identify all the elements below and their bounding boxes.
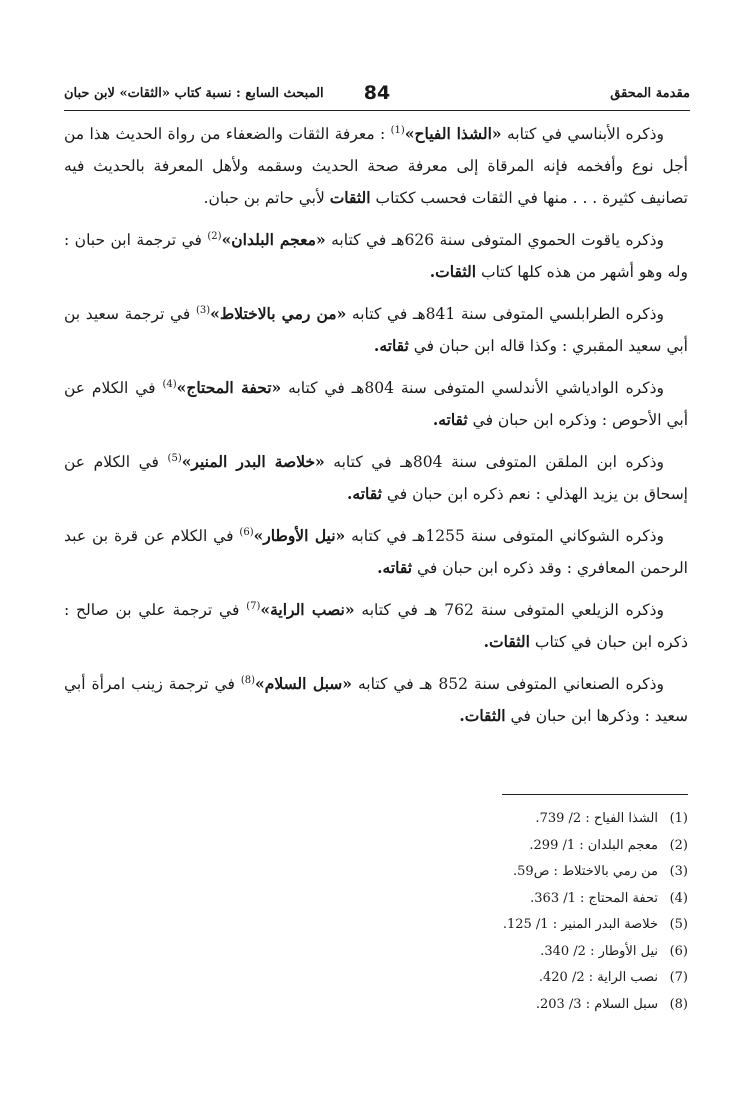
footnote-text: من رمي بالاختلاط : ص59. bbox=[513, 864, 658, 879]
footnote-ref: (5) bbox=[167, 452, 182, 464]
paragraph: وذكره الطرابلسي المتوفى سنة 841هـ في كتابه «من رمي بالاختلاط»$^{(3)}$ في ترجمة سعيد بن أبي سعيد المقبري : وكذا قاله ابن حبان في ثقاته. bbox=[64, 303, 688, 355]
footnote-text: نيل الأوطار : 2/ 340. bbox=[540, 943, 658, 959]
footnote bbox=[388, 939, 688, 966]
bold-term: الثقات. bbox=[483, 632, 530, 651]
page-number: 84 bbox=[363, 82, 391, 104]
book-title: «من رمي بالاختلاط» bbox=[210, 303, 347, 323]
bold-term: الثقات. bbox=[429, 262, 477, 281]
footnote-ref: (1) bbox=[390, 124, 405, 136]
paragraph: وذكره الصنعاني المتوفى سنة 852 هـ في كتابه «سبل السلام»$^{(8)}$ في ترجمة زينب امرأة أبي سعيد : وذكرها ابن حبان في الثقات. bbox=[64, 673, 688, 725]
footnote bbox=[388, 992, 688, 1019]
footnote-ref: (4) bbox=[162, 378, 177, 390]
footnote bbox=[388, 833, 688, 860]
footnote-number: (5) bbox=[669, 917, 688, 932]
book-title: «معجم البلدان» bbox=[221, 229, 326, 249]
footnote-number: (2) bbox=[669, 837, 688, 853]
footnote-ref: (7) bbox=[246, 600, 261, 612]
book-title: «الشذا الفياح» bbox=[404, 124, 502, 143]
footnote-text: سبل السلام : 3/ 203. bbox=[535, 996, 658, 1012]
header-section-title: مقدمة المحقق bbox=[610, 86, 690, 101]
book-title: «تحفة المحتاج» bbox=[176, 377, 282, 397]
bold-term: الثقات. bbox=[459, 706, 506, 725]
paragraph: وذكره الزيلعي المتوفى سنة 762 هـ في كتابه «نصب الراية»$^{(7)}$ في ترجمة علي بن صالح : ذكره ابن حبان في كتاب الثقات. bbox=[64, 599, 688, 651]
footnote-text: الشذا الفياح : 2/ 739. bbox=[535, 811, 658, 826]
footnote-divider bbox=[502, 794, 688, 795]
bold-term: ثقاته. bbox=[432, 410, 468, 429]
footnote-number: (4) bbox=[669, 890, 688, 906]
footnote-number: (1) bbox=[669, 811, 688, 826]
footnote-text: نصب الراية : 2/ 420. bbox=[538, 970, 658, 985]
footnote bbox=[388, 912, 688, 939]
footnote bbox=[388, 806, 688, 833]
main-text bbox=[64, 118, 688, 742]
bold-term: ثقاته. bbox=[346, 484, 382, 503]
footnote-number: (8) bbox=[669, 996, 688, 1012]
footnote-ref: (6) bbox=[239, 526, 254, 538]
book-title: «خلاصة البدر المنير» bbox=[181, 451, 325, 471]
bold-term: الثقات bbox=[329, 188, 371, 207]
page-header bbox=[64, 82, 690, 111]
footnote bbox=[388, 965, 688, 992]
footnote-number: (3) bbox=[669, 864, 688, 879]
bold-term: ثقاته. bbox=[377, 558, 413, 577]
bold-term: ثقاته. bbox=[373, 336, 409, 355]
book-title: «سبل السلام» bbox=[255, 673, 352, 693]
footnote-number: (7) bbox=[669, 970, 688, 985]
paragraph: وذكره الوادياشي الأندلسي المتوفى سنة 804هـ في كتابه «تحفة المحتاج»$^{(4)}$ في الكلام عن أبي الأحوص : وذكره ابن حبان في ثقاته. bbox=[64, 377, 688, 429]
footnote-ref: (8) bbox=[240, 674, 256, 686]
paragraph: وذكره الشوكاني المتوفى سنة 1255هـ في كتابه «نيل الأوطار»$^{(6)}$ في الكلام عن قرة بن عبد الرحمن المعافري : وقد ذكره ابن حبان في ثقاته. bbox=[64, 525, 688, 577]
paragraph: وذكره ابن الملقن المتوفى سنة 804هـ في كتابه «خلاصة البدر المنير»$^{(5)}$ في الكلام عن إسحاق بن يزيد الهذلي : نعم ذكره ابن حبان في ثقاته. bbox=[64, 451, 688, 503]
footnotes bbox=[388, 806, 688, 1018]
paragraph: وذكره ياقوت الحموي المتوفى سنة 626هـ في كتابه «معجم البلدان»$^{(2)}$ في ترجمة ابن حبان : وله وهو أشهر من هذه كلها كتاب الثقات. bbox=[64, 229, 688, 281]
book-title: «نصب الراية» bbox=[260, 599, 355, 619]
book-title: «نيل الأوطار» bbox=[253, 525, 346, 545]
footnote-ref: (3) bbox=[195, 304, 211, 316]
header-chapter-title: المبحث السابع : نسبة كتاب «الثقات» لابن حبان bbox=[64, 86, 324, 101]
footnote bbox=[388, 859, 688, 886]
footnote-ref: (2) bbox=[207, 230, 222, 242]
footnote-text: معجم البلدان : 1/ 299. bbox=[529, 837, 658, 853]
footnote-text: خلاصة البدر المنير : 1/ 125. bbox=[502, 917, 658, 932]
footnote-number: (6) bbox=[669, 943, 688, 959]
footnote bbox=[388, 886, 688, 913]
paragraph: وذكره الأبناسي في كتابه «الشذا الفياح»$^{(1)}$ : معرفة الثقات والضعفاء من رواة الحديث هذا من أجل نوع وأفخمه فإنه المرقاة إلى معرفة صحة الحديث وسقمه ولأهل المعرفة بالحديث فيه تصانيف كثيرة . . . منها في الثقات فحسب ككتاب الثقات لأبي حاتم بن حبان. bbox=[64, 124, 688, 207]
footnote-text: تحفة المحتاج : 1/ 363. bbox=[530, 890, 658, 906]
